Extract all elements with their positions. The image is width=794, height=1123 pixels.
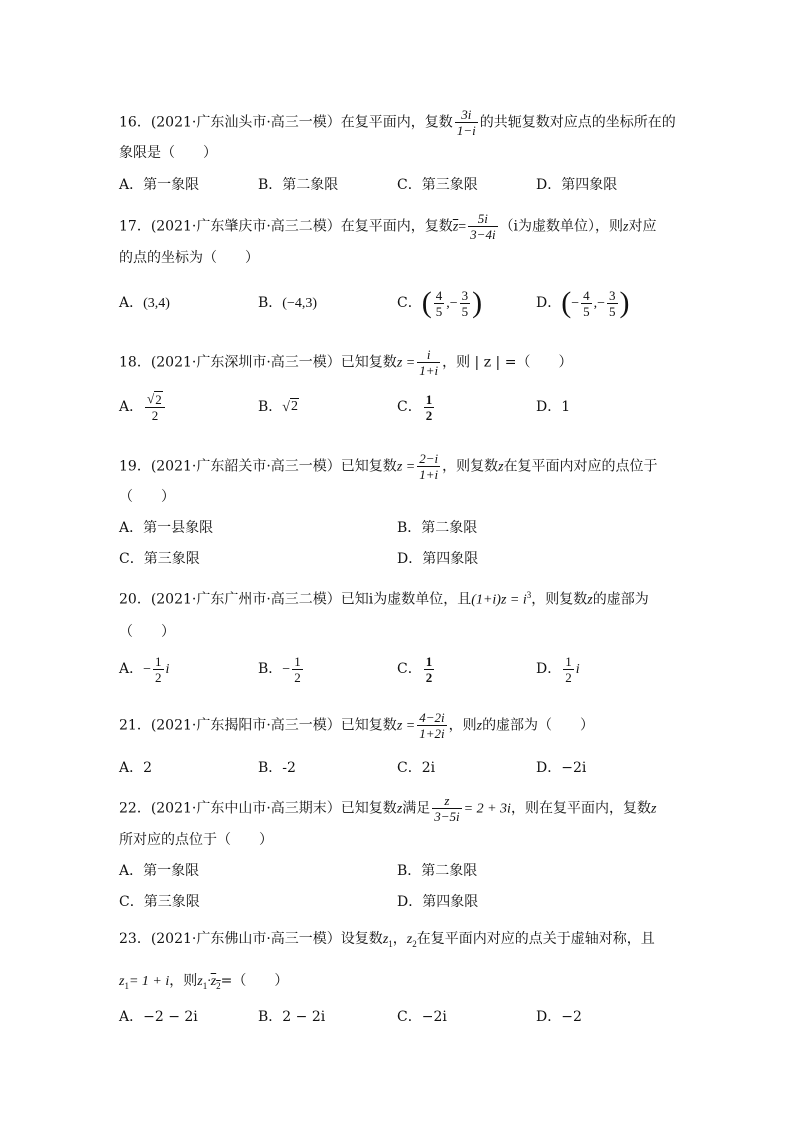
q17-c-n2: 3 <box>461 287 469 303</box>
q18-option-c[interactable] <box>397 388 436 426</box>
q17-d-n1: 4 <box>583 287 590 303</box>
q20-z: z <box>587 592 593 608</box>
q19-frac-den: 1+i <box>419 467 439 482</box>
q17-c-lparen: ( <box>421 286 432 319</box>
q20-suffix-b: 的虚部为 <box>592 591 649 608</box>
q17-d-sign: − <box>571 296 580 311</box>
q22-frac-den: 3−5i <box>434 809 460 824</box>
question-18-stem <box>119 347 676 378</box>
q17-c-d2: 5 <box>461 303 469 319</box>
q19-option-a[interactable]: A．第一县象限 <box>119 520 214 536</box>
q17-option-c[interactable] <box>397 284 482 323</box>
q18-option-b[interactable]: B．√2 <box>258 399 298 415</box>
q22-z: z <box>396 801 403 817</box>
q18-option-c-label: C． <box>397 399 422 415</box>
q23-sub1: 1 <box>388 938 393 949</box>
q19-prefix: 19．(2021·广东韶关市·高三一模）已知复数 <box>119 458 397 475</box>
q20-option-d[interactable] <box>536 650 580 689</box>
question-19-stem <box>119 451 676 482</box>
q22-option-a[interactable]: A．第一象限 <box>119 863 200 879</box>
q18-option-a-label: A． <box>119 399 144 415</box>
q17-eq: = <box>458 219 467 235</box>
question-21-stem <box>119 710 676 741</box>
q21-prefix: 21．(2021·广东揭阳市·高三一模）已知复数 <box>119 717 397 734</box>
q17-d-sep: ,− <box>593 296 606 311</box>
q17-c-sep: ,− <box>446 296 458 311</box>
q21-fraction <box>417 710 446 741</box>
question-19-line2: （ ） <box>119 489 175 505</box>
q17-d-n2: 3 <box>609 287 616 303</box>
q20-suffix-a: ，则复数 <box>531 591 588 608</box>
q17-z: z <box>623 219 629 235</box>
question-22-line2: 所对应的点位于（ ） <box>119 832 273 848</box>
q20-a-sign: − <box>143 662 152 677</box>
q17-frac-den: 3−4i <box>470 227 496 242</box>
q19-z: z <box>498 459 504 475</box>
q18-fraction <box>417 347 440 378</box>
q21-option-d[interactable]: D．−2i <box>536 760 587 776</box>
q17-d-rparen: ) <box>619 286 630 319</box>
q17-option-a[interactable] <box>119 293 170 314</box>
q17-fraction <box>468 211 497 242</box>
q22-option-c[interactable]: C．第三象限 <box>119 894 200 910</box>
question-17-stem <box>119 211 676 242</box>
q19-suffix-b: 在复平面内对应的点位于 <box>503 458 658 475</box>
q16-frac-num: 3i <box>455 107 478 123</box>
q20-option-b[interactable] <box>258 650 305 689</box>
q17-zbar: $\overline{z}$ <box>452 219 459 235</box>
q20-option-a[interactable] <box>119 650 169 689</box>
q17-d-frac1 <box>581 288 592 319</box>
q21-option-c[interactable]: C．2i <box>397 760 436 776</box>
q23-option-c[interactable]: C．−2i <box>397 1009 447 1025</box>
q20-b-sign: − <box>282 662 291 677</box>
q17-option-c-label: C． <box>397 295 422 311</box>
q22-option-d[interactable]: D．第四象限 <box>397 894 479 910</box>
q18-option-d[interactable]: D．1 <box>536 399 571 415</box>
q22-mid: 满足 <box>402 800 431 817</box>
q22-frac-num: z <box>432 793 461 809</box>
q16-option-d[interactable]: D．第四象限 <box>536 177 618 193</box>
q17-c-frac2 <box>460 288 471 319</box>
q17-option-d[interactable] <box>536 284 630 323</box>
q20-a-frac <box>153 654 164 685</box>
q17-c-d1: 5 <box>435 303 443 319</box>
q17-option-a-value: (3,4) <box>143 296 170 311</box>
q16-prefix: 16．(2021·广东汕头市·高三一模）在复平面内，复数 <box>119 114 453 131</box>
q19-lhs: z = <box>396 459 416 475</box>
q23-z1: z <box>382 932 389 947</box>
q23-option-b[interactable]: B．2 − 2i <box>258 1009 326 1025</box>
q20-option-a-label: A． <box>119 661 144 677</box>
q17-d-d2: 5 <box>609 303 616 319</box>
q22-suffix: ，则在复平面内，复数 <box>510 800 651 817</box>
q17-d-frac2 <box>607 288 618 319</box>
q19-option-d[interactable]: D．第四象限 <box>397 551 479 567</box>
q20-a-tail: i <box>165 662 170 677</box>
q18-a-rad: 2 <box>155 392 162 408</box>
q23-prefix: 23．(2021·广东佛山市·高三一模）设复数 <box>119 931 383 947</box>
q20-option-b-label: B． <box>258 661 283 677</box>
q23-line2-tail: =（ ） <box>220 973 289 989</box>
q23-option-a[interactable]: A．−2 − 2i <box>119 1009 198 1025</box>
question-20-line2: （ ） <box>119 624 175 640</box>
q16-suffix: 的共轭复数对应点的坐标所在的 <box>479 114 676 131</box>
q21-frac-den: 1+2i <box>419 726 445 741</box>
q17-suffix-a: （i为虚数单位），则 <box>499 218 624 235</box>
q17-option-a-label: A． <box>119 295 144 311</box>
q20-c-den: 2 <box>425 669 433 685</box>
q20-d-den: 2 <box>565 669 572 685</box>
q19-suffix-a: ，则复数 <box>442 458 499 475</box>
q20-a-den: 2 <box>155 669 162 685</box>
q19-frac-num: 2−i <box>419 451 439 466</box>
q20-d-num: 1 <box>565 653 572 669</box>
q20-c-frac <box>424 654 435 685</box>
q18-frac-num: i <box>417 347 440 363</box>
q20-option-c[interactable] <box>397 650 436 688</box>
q17-option-b-label: B． <box>258 295 283 311</box>
q17-d-d1: 5 <box>583 303 590 319</box>
q18-a-frac <box>145 391 165 424</box>
q17-c-frac1 <box>434 288 445 319</box>
q20-b-frac <box>292 654 303 685</box>
question-17-line2: 的点的坐标为（ ） <box>119 250 259 266</box>
q22-option-b[interactable]: B．第二象限 <box>397 863 478 879</box>
question-16-stem <box>119 107 676 138</box>
question-23-stem <box>119 929 676 954</box>
q23-suffix: 在复平面内对应的点关于虚轴对称，且 <box>416 931 655 947</box>
q20-option-d-label: D． <box>536 661 562 677</box>
q23-sub2: 2 <box>412 938 417 949</box>
q23-line2-mid: ，则 <box>169 973 198 989</box>
q18-b-rad: 2 <box>290 399 298 414</box>
q18-prefix: 18．(2021·广东深圳市·高三一模）已知复数 <box>119 354 397 371</box>
q23-option-d[interactable]: D．−2 <box>536 1009 582 1025</box>
q16-option-c[interactable]: C．第三象限 <box>397 177 478 193</box>
q18-c-frac <box>424 392 435 423</box>
q18-a-den: 2 <box>151 408 159 424</box>
q17-c-n1: 4 <box>435 287 443 303</box>
q17-suffix-b: 对应 <box>628 218 657 235</box>
q18-c-den: 2 <box>425 407 433 423</box>
question-23-line2 <box>119 971 676 996</box>
q17-option-d-label: D． <box>536 295 562 311</box>
q19-option-c[interactable]: C．第三象限 <box>119 551 200 567</box>
q17-frac-num: 5i <box>468 211 497 227</box>
q20-a-num: 1 <box>155 653 162 669</box>
q19-fraction <box>417 451 440 482</box>
q22-z2: z <box>650 801 657 817</box>
q17-option-b-value: (−4,3) <box>282 296 318 311</box>
q21-frac-num: 4−2i <box>419 710 445 725</box>
q20-option-c-label: C． <box>397 661 422 677</box>
q21-lhs: z = <box>396 718 416 734</box>
q23-z2: z <box>406 932 413 947</box>
q23-product: $z_1\cdot z_2$ <box>197 974 221 991</box>
q22-prefix: 22．(2021·广东中山市·高三期末）已知复数 <box>119 800 397 817</box>
q23-line2-z1: z <box>119 974 125 989</box>
q17-c-rparen: ) <box>472 286 483 319</box>
q21-z: z <box>476 718 483 734</box>
q22-fraction <box>432 793 461 824</box>
q17-prefix: 17．(2021·广东肇庆市·高三二模）在复平面内，复数 <box>119 218 453 235</box>
question-22-stem <box>119 793 676 824</box>
q20-b-den: 2 <box>294 669 301 685</box>
q21-suffix-b: 的虚部为（ ） <box>482 717 595 734</box>
q16-option-b[interactable]: B．第二象限 <box>258 177 339 193</box>
q18-option-b-label: B． <box>258 399 283 415</box>
q18-suffix: ，则 | z | =（ ） <box>442 354 573 371</box>
q21-option-b[interactable]: B．-2 <box>258 760 296 776</box>
q16-option-a[interactable]: A．第一象限 <box>119 177 200 193</box>
q23-line2-rhs: = 1 + i <box>128 974 170 989</box>
q20-d-frac <box>563 654 574 685</box>
q21-suffix-a: ，则 <box>448 717 477 734</box>
q17-d-lparen: ( <box>561 286 572 319</box>
q16-frac-den: 1−i <box>456 123 476 138</box>
question-16-line2: 象限是（ ） <box>119 145 217 161</box>
q22-rhs: = 2 + 3i <box>463 801 511 817</box>
q23-line2-sub: 1 <box>124 980 129 991</box>
q18-c-num: 1 <box>425 391 433 407</box>
question-20-stem <box>119 585 676 611</box>
q16-fraction <box>455 107 478 138</box>
q20-b-num: 1 <box>294 653 301 669</box>
q17-option-b[interactable] <box>258 293 317 314</box>
q23-sep: ， <box>392 931 407 947</box>
q20-prefix: 20．(2021·广东广州市·高三二模）已知i为虚数单位，且 <box>119 591 472 608</box>
q18-lhs: z = <box>396 355 416 371</box>
q20-sup: 3 <box>526 590 532 600</box>
q20-d-tail: i <box>575 662 580 677</box>
q18-a-num: √2 <box>145 391 165 409</box>
q21-option-a[interactable]: A．2 <box>119 760 153 776</box>
q19-option-b[interactable]: B．第二象限 <box>397 520 478 536</box>
q20-c-num: 1 <box>425 653 433 669</box>
q20-expr: (1+i)z = i <box>471 592 527 608</box>
q18-frac-den: 1+i <box>419 363 439 378</box>
q18-option-a[interactable] <box>119 388 167 426</box>
